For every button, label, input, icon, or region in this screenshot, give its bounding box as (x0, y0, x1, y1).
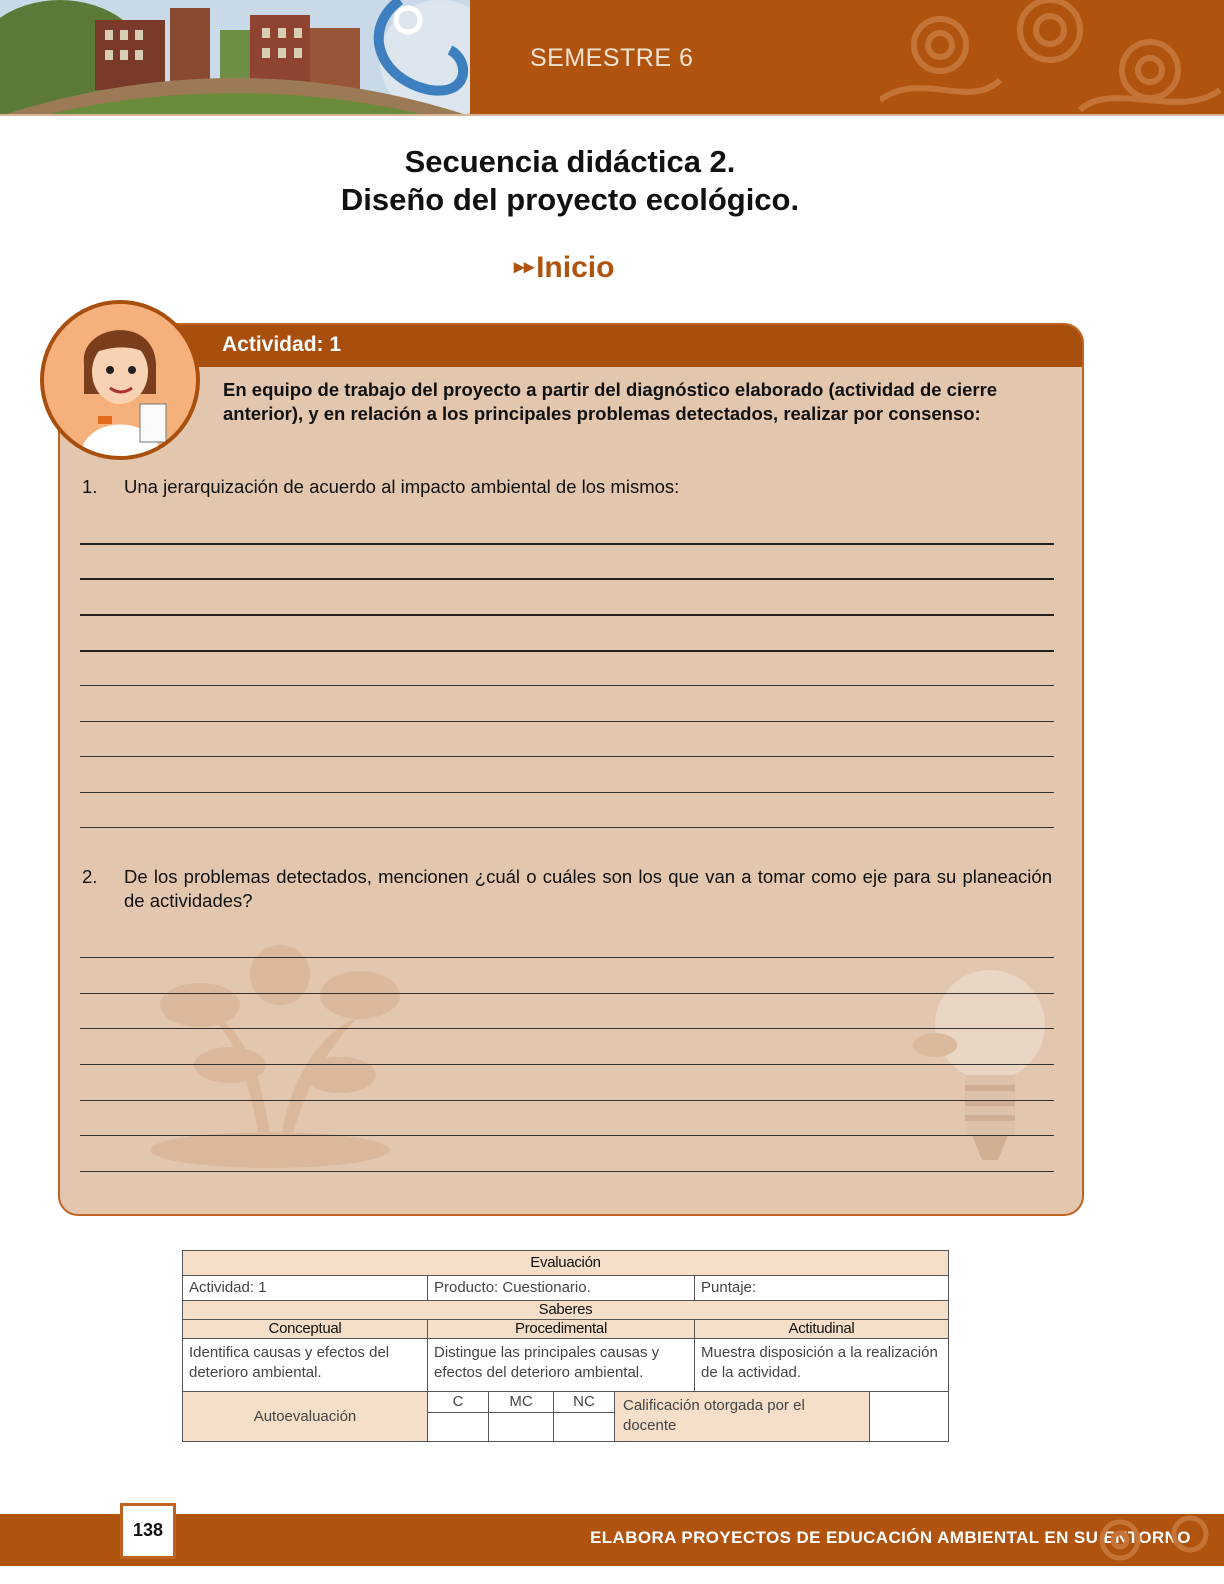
question-number: 1. (82, 476, 98, 497)
activity-instruction: En equipo de trabajo del proyecto a partir del diagnóstico elaborado (actividad de cierre anterior), y en relación a los principales problemas detectados, realizar por consenso: (223, 379, 998, 424)
teacher-grade-cell[interactable] (870, 1392, 949, 1442)
c-checkbox-cell[interactable] (428, 1413, 489, 1442)
semester-label: SEMESTRE 6 (530, 44, 694, 72)
answer-line[interactable] (80, 827, 1054, 828)
answer-line[interactable] (80, 756, 1054, 757)
answer-line[interactable] (80, 614, 1054, 616)
c-header: C (428, 1392, 489, 1413)
activity-header (60, 325, 1082, 367)
activity-title: Actividad: 1 (222, 333, 342, 356)
footer-bar (0, 1514, 1224, 1566)
lightbulb-illustration (910, 965, 1050, 1175)
plant-illustration (120, 935, 420, 1175)
page-number-box (120, 1503, 176, 1559)
answer-line[interactable] (80, 685, 1054, 686)
answer-line[interactable] (80, 1064, 1054, 1065)
conceptual-description: Identifica causas y efectos del deterioro ambiental. (183, 1339, 428, 1392)
double-arrow-icon: ▸▸ (514, 256, 535, 278)
page-title-line2: Diseño del proyecto ecológico. (340, 182, 800, 217)
evaluation-title: Evaluación (183, 1251, 949, 1276)
section-heading-text: Inicio (536, 251, 615, 284)
teacher-grade-label: Calificación otorgada por el docente (615, 1392, 870, 1442)
actitudinal-description: Muestra disposición a la realización de la actividad. (695, 1339, 949, 1392)
header-banner (0, 0, 1224, 116)
score-cell[interactable]: Puntaje: (695, 1276, 949, 1301)
conceptual-header: Conceptual (183, 1320, 428, 1339)
page-number: 138 (132, 1520, 164, 1540)
evaluation-table (182, 1250, 949, 1442)
procedimental-description: Distingue las principales causas y efectos del deterioro ambiental. (428, 1339, 695, 1392)
actitudinal-header: Actitudinal (695, 1320, 949, 1339)
answer-line[interactable] (80, 1028, 1054, 1029)
mc-checkbox-cell[interactable] (489, 1413, 554, 1442)
section-heading (514, 251, 614, 285)
answer-line[interactable] (80, 993, 1054, 994)
answer-line[interactable] (80, 650, 1054, 652)
course-title: ELABORA PROYECTOS DE EDUCACIÓN AMBIENTAL EN SU ENTORNO (590, 1528, 1191, 1547)
procedimental-header: Procedimental (428, 1320, 695, 1339)
question-text: Una jerarquización de acuerdo al impacto ambiental de los mismos: (124, 476, 680, 497)
answer-line[interactable] (80, 721, 1054, 722)
saberes-header: Saberes (183, 1301, 949, 1320)
product-cell: Producto: Cuestionario. (428, 1276, 695, 1301)
banner-photo (0, 0, 470, 116)
autoevaluation-label: Autoevaluación (183, 1392, 428, 1442)
answer-line[interactable] (80, 1171, 1054, 1172)
answer-line[interactable] (80, 792, 1054, 793)
answer-line[interactable] (80, 1100, 1054, 1101)
answer-line[interactable] (80, 957, 1054, 958)
question-number: 2. (82, 866, 98, 887)
activity-box (58, 323, 1084, 1216)
banner-rule (0, 114, 1224, 116)
question-text: De los problemas detectados, mencionen ¿cuál o cuáles son los que van a tomar como eje para su planeación de actividades? (124, 866, 1052, 911)
answer-line[interactable] (80, 543, 1054, 545)
nc-header: NC (554, 1392, 615, 1413)
nc-checkbox-cell[interactable] (554, 1413, 615, 1442)
mc-header: MC (489, 1392, 554, 1413)
page-title-line1: Secuencia didáctica 2. (404, 144, 736, 179)
activity-cell: Actividad: 1 (183, 1276, 428, 1301)
decorative-swirls (1080, 1514, 1224, 1566)
decorative-swirls (880, 0, 1224, 116)
student-avatar (40, 300, 200, 460)
answer-line[interactable] (80, 578, 1054, 580)
answer-line[interactable] (80, 1135, 1054, 1136)
